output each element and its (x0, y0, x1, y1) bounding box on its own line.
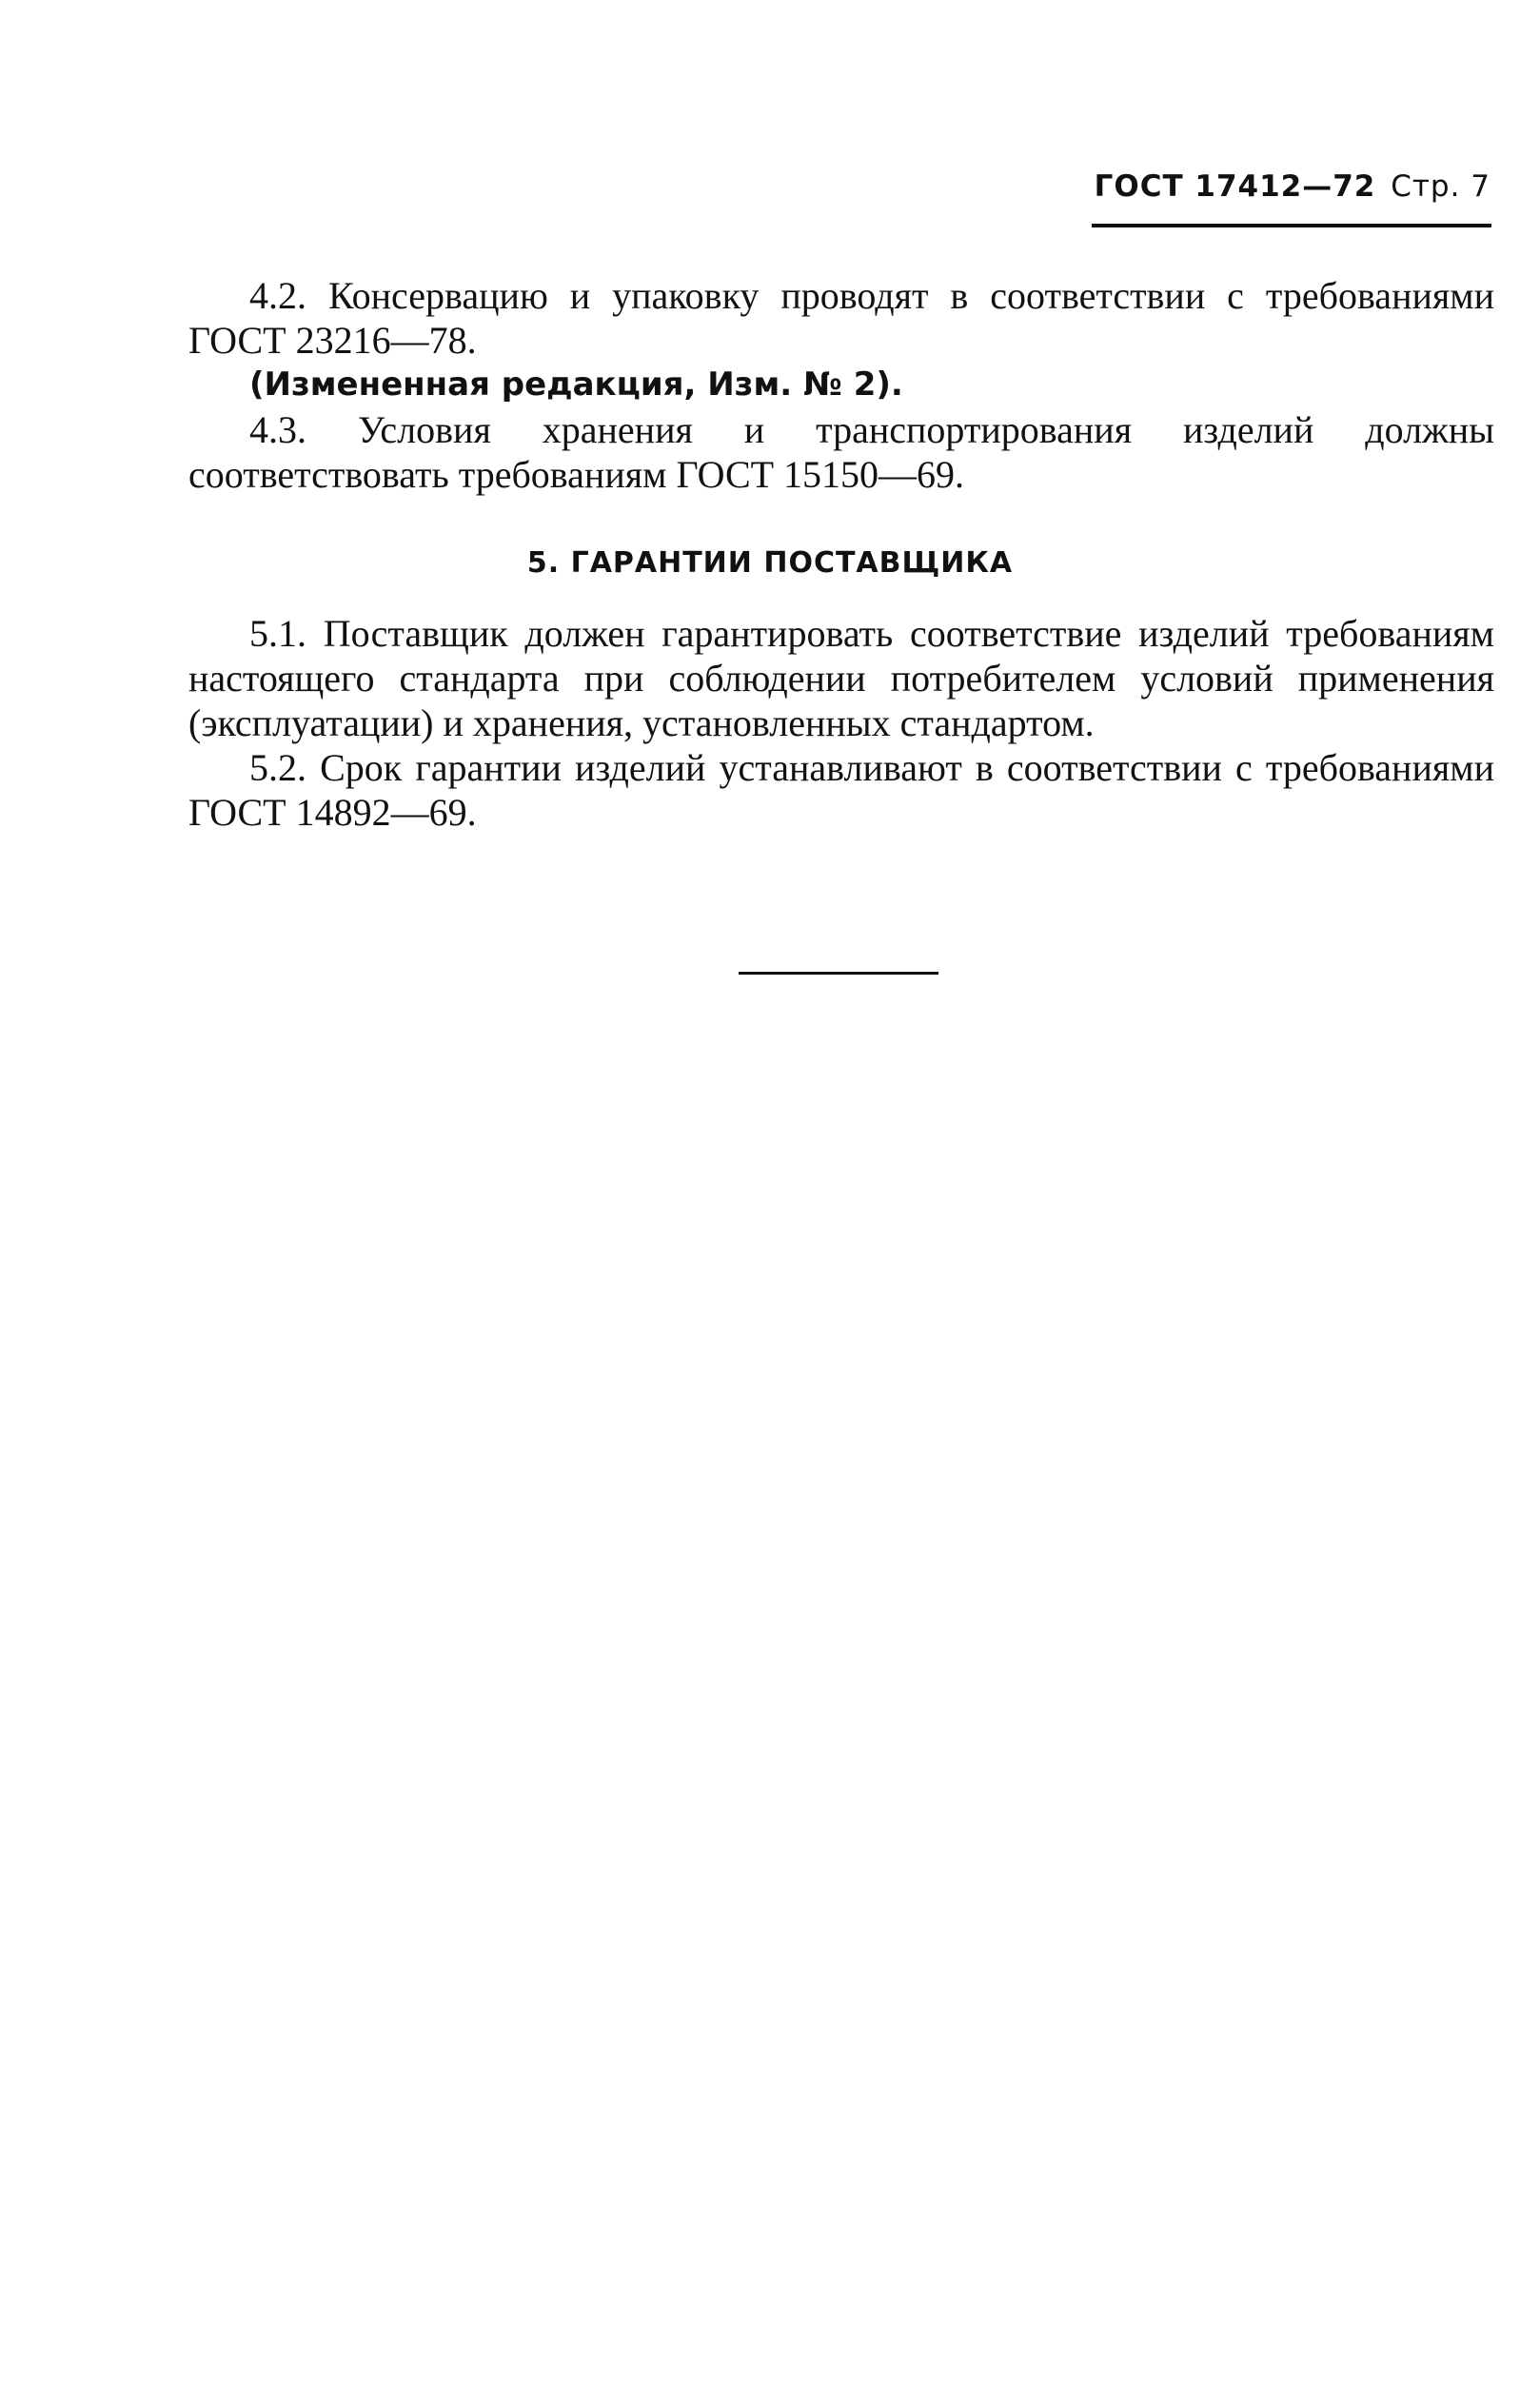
section-4-text (188, 273, 1494, 497)
paragraph-4-2: 4.2. Консервацию и упаковку проводят в соответствии с требованиями ГОСТ 23216—78. (188, 274, 1494, 362)
paragraph-4-3: 4.3. Условия хранения и транспортирования изделий должны соответствовать требованиям ГОСТ 15150—69. (188, 408, 1494, 496)
page-number: Стр. 7 (1391, 169, 1491, 204)
doc-code: ГОСТ 17412—72 (1094, 169, 1376, 204)
amendment-note: (Измененная редакция, Изм. № 2). (249, 365, 903, 404)
page-header (1095, 169, 1491, 204)
section-5-title: 5. ГАРАНТИИ ПОСТАВЩИКА (526, 546, 1014, 580)
paragraph-5-2: 5.2. Срок гарантии изделий устанавливают в соответствии с требованиями ГОСТ 14892—69. (188, 746, 1494, 834)
end-rule (739, 972, 938, 975)
paragraph-5-1: 5.1. Поставщик должен гарантировать соответствие изделий требованиям настоящего стандарта при соблюдении потребителем условий применения (эксплуатации) и хранения, установленных стандартом. (188, 612, 1494, 744)
header-rule (1092, 224, 1491, 227)
section-5-text (188, 611, 1494, 835)
